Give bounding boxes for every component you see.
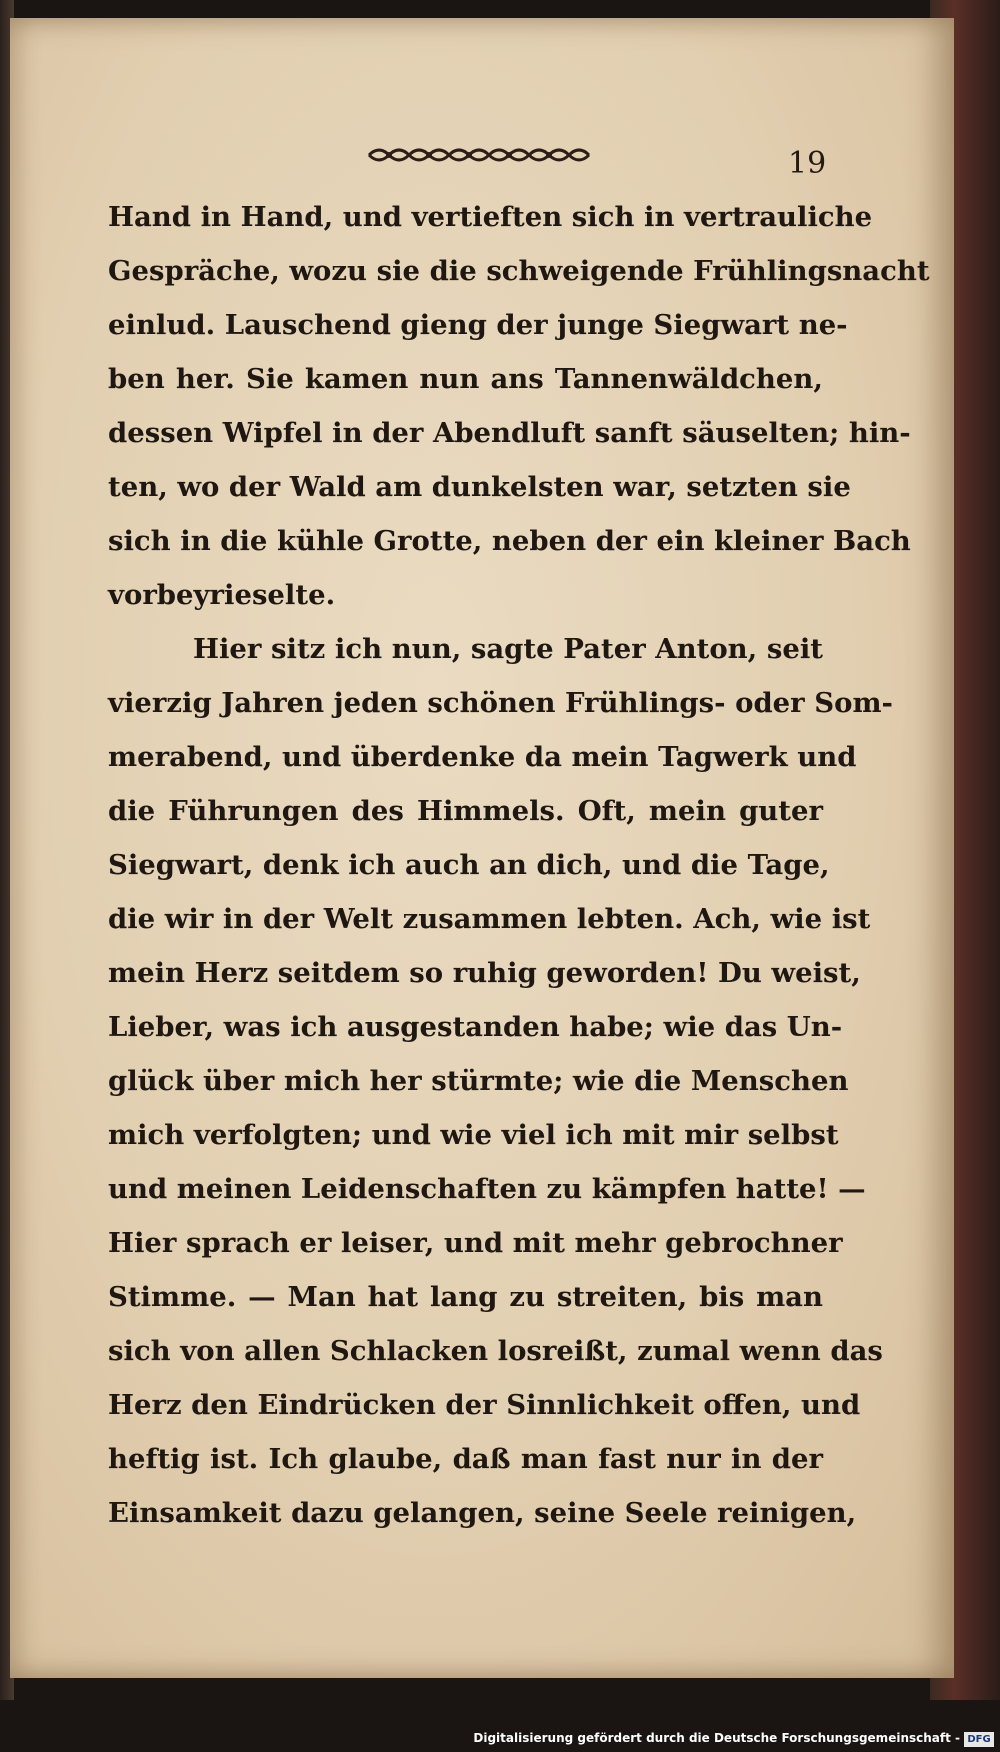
text-line: die wir in der Welt zusammen lebten. Ach, wie ist <box>108 903 871 935</box>
text-line: mich verfolgten; und wie viel ich mit mir selbst <box>108 1119 839 1151</box>
text-line: glück über mich her stürmte; wie die Menschen <box>108 1065 849 1097</box>
decorative-ornament <box>365 141 585 169</box>
digitization-footer <box>0 1728 1000 1752</box>
text-line: und meinen Leidenschaften zu kämpfen hatte! — <box>108 1173 866 1205</box>
text-line: ten, wo der Wald am dunkelsten war, setzten sie <box>108 471 851 503</box>
text-line: Hier sprach er leiser, und mit mehr gebrochner <box>108 1227 843 1259</box>
text-line: mein Herz seitdem so ruhig geworden! Du weist, <box>108 957 861 989</box>
text-line: vorbeyrieselte. <box>108 579 336 611</box>
text-line: vierzig Jahren jeden schönen Frühlings- oder Som- <box>108 687 893 719</box>
text-line: Einsamkeit dazu gelangen, seine Seele reinigen, <box>108 1497 857 1529</box>
text-line: einlud. Lauschend gieng der junge Siegwart ne- <box>108 309 848 341</box>
text-line: sich von allen Schlacken losreißt, zumal wenn das <box>108 1335 883 1367</box>
text-line: sich in die kühle Grotte, neben der ein kleiner Bach <box>108 525 911 557</box>
text-line: Hand in Hand, und vertieften sich in vertrauliche <box>108 201 873 233</box>
book-page <box>10 18 954 1678</box>
text-line: dessen Wipfel in der Abendluft sanft säuselten; hin- <box>108 417 911 449</box>
text-line: Herz den Eindrücken der Sinnlichkeit offen, und <box>108 1389 861 1421</box>
text-line: Stimme. — Man hat lang zu streiten, bis man <box>108 1281 823 1313</box>
dfg-logo: DFG <box>964 1732 994 1747</box>
page-number: 19 <box>788 146 827 181</box>
text-line: merabend, und überdenke da mein Tagwerk und <box>108 741 857 773</box>
text-line: die Führungen des Himmels. Oft, mein guter <box>108 795 823 827</box>
funding-credit: Digitalisierung gefördert durch die Deutsche Forschungsgemeinschaft - <box>473 1731 960 1745</box>
text-line: Siegwart, denk ich auch an dich, und die Tage, <box>108 849 830 881</box>
text-line: Lieber, was ich ausgestanden habe; wie das Un- <box>108 1011 843 1043</box>
text-line: ben her. Sie kamen nun ans Tannenwäldchen, <box>108 363 823 395</box>
text-line: Gespräche, wozu sie die schweigende Frühlingsnacht <box>108 255 930 287</box>
text-line: heftig ist. Ich glaube, daß man fast nur in der <box>108 1443 823 1475</box>
text-line: Hier sitz ich nun, sagte Pater Anton, seit <box>193 633 823 665</box>
body-text <box>108 190 930 1540</box>
